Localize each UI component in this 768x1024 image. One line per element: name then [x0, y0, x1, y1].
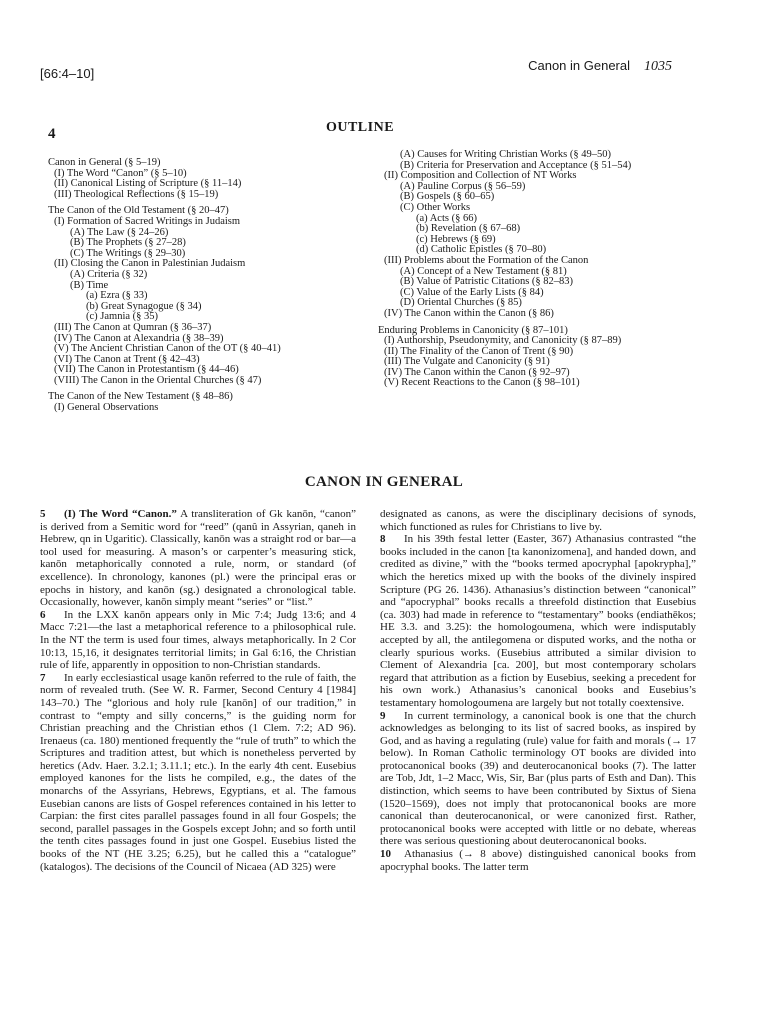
outline-entry: Canon in General (§ 5–19): [48, 157, 161, 168]
outline-entry: The Canon of the New Testament (§ 48–86): [48, 391, 233, 403]
running-header-reference: [66:4–10]: [40, 66, 95, 81]
outline-entry: (B) Time: [70, 279, 109, 291]
outline-entry: (A) Criteria (§ 32): [70, 268, 148, 280]
paragraph-number: 6: [40, 608, 46, 621]
paragraph-text: In current terminology, a canonical book is one that the church acknowledges as belonging to its list of sacred books, as inspired by God, and as having a regulating (rule) value for faith and morals (→ 17 below). In Roman Catholic terminology OT books are divided into protocanonical books (39) and deuterocanonical books (7). The latter are Tob, Jdt, 1–2 Macc, Wis, Sir, Bar (plus parts of Esth and Dan). This distinction, which seems to have been contributed by Sixtus of Siena (1520–1569), does not imply that protocanonical books are more canonical than deuterocanonical, or were canonized first. Rather, protocanonical books were accepted with little or no debate, whereas there was serious questioning about deuterocanonical books.: [380, 709, 696, 848]
outline-entry: (V) Recent Reactions to the Canon (§ 98–101): [384, 377, 580, 389]
paragraph-number: 9: [380, 709, 386, 722]
paragraph-number: 5: [40, 508, 46, 520]
paragraph-number: 10: [380, 848, 391, 861]
paragraph: [40, 508, 356, 609]
section-number: 4: [48, 126, 56, 142]
body-left-column: [40, 508, 356, 873]
outline-entry: (a) Ezra (§ 33): [86, 290, 148, 302]
outline-entry: (D) Oriental Churches (§ 85): [400, 297, 522, 309]
outline-entry: (IV) The Canon within the Canon (§ 86): [384, 307, 554, 319]
paragraph-text: A transliteration of Gk kanōn, “canon” is derived from a Semitic word for “reed” (qanû in Assyrian, qaneh in Hebrew, qn in Ugaritic). Classically, kanōn was a straight rod or bar—a tool used for measuring. A mason’s or carpenter’s measuring stick, kanōn metaphorically connoted a rule, norm, or standard (of excellence). In chronology, kanones (pl.) were the principal eras or epochs in history, and kanōn (sg.) designated a chronological table. Occasionally, however, kanōn simply meant “series” or “list.”: [40, 508, 357, 609]
outline-entry: (I) Authorship, Pseudonymity, and Canonicity (§ 87–89): [384, 335, 622, 347]
outline-entry: (I) The Word “Canon” (§ 5–10): [54, 167, 187, 179]
outline-entry: (A) Pauline Corpus (§ 56–59): [400, 180, 526, 192]
outline-entry: (a) Acts (§ 66): [416, 212, 477, 224]
paragraph-title: (I) The Word “Canon.”: [64, 508, 177, 520]
outline-entry: (d) Catholic Epistles (§ 70–80): [416, 244, 547, 256]
outline-entry: (A) The Law (§ 24–26): [70, 226, 169, 238]
outline-entry: (II) Closing the Canon in Palestinian Judaism: [54, 258, 246, 270]
running-header-title: Canon in General: [528, 58, 630, 73]
outline-left-column: [48, 158, 378, 414]
outline-entry: (B) Value of Patristic Citations (§ 82–83): [400, 276, 574, 288]
paragraph-text: In early ecclesiastical usage kanōn referred to the rule of faith, the norm of revealed truth. (See W. R. Farmer, Second Century 4 [1984] 143–70.) The “glorious and holy rule [kanōn] of our tradition,” in contrast to “empty and silly concerns,” is the guiding norm for Christian preaching and the Christian ethos (1 Clem. 7:2; AD 96). Irenaeus (ca. 180) mentioned frequently the “rule of truth” to which the Scriptures and tradition attest, but which is nonetheless perverted by heretics (Adv. Haer. 3.2.1; 3.11.1; etc.). In the early 4th cent. Eusebius employed kanones for the lists he compiled, e.g., the dates of the monarchs of the Assyrians, Hebrews, Egyptians, et al. The famous Eusebian canons are lists of Gospel references contained in his letter to Carpian: the first cites parallel passages found in all four Gospels; the second, parallel passages in the Gospels except John; and so forth until the tenth cites passages found in just one Gospel. Eusebius listed the books of the NT (HE 3.25; 6.25), but he called this a “catalogue” (katalogos). The decisions of the Council of Nicaea (AD 325) were: [40, 671, 356, 873]
outline-entry: (VII) The Canon in Protestantism (§ 44–46): [54, 364, 239, 376]
outline-entry: (III) The Canon at Qumran (§ 36–37): [54, 321, 212, 333]
outline-entry: (B) Criteria for Preservation and Acceptance (§ 51–54): [400, 159, 632, 171]
outline-entry: (b) Great Synagogue (§ 34): [86, 300, 202, 312]
paragraph: [380, 848, 696, 873]
paragraph-text: In his 39th festal letter (Easter, 367) Athanasius contrasted “the books included in the canon [ta kanonizomena], and handed down, and credited as divine,” with the “books termed apocryphal [apokrypha],” which the heretics mixed up with the books of the divinely inspired Scripture (PG 26. 1436). Athanasius’s distinction between “canonical” and “apocryphal” books recalls a threefold distinction that Eusebius (ca. 303) had made in reference to “testamentary” books (endiathēkos; HE 3.3. and 3.25): the homologoumena, which were indisputably accepted by all, the antilegomena or disputed works, and the notha or clearly spurious works. (Eusebius attributed a similar division to Clement of Alexandria [ca. 200], but most contemporary scholars regard that attribution as a fiction by Eusebius, seeking a precedent for his own work.) Athanasius’s canonical books and Eusebius’s testamentary homologoumena are largely but not totally coextensive.: [380, 533, 696, 709]
outline-entry: (C) Value of the Early Lists (§ 84): [400, 286, 544, 298]
outline-entry: (c) Hebrews (§ 69): [416, 233, 496, 245]
outline-entry: (B) The Prophets (§ 27–28): [70, 237, 186, 249]
outline-entry: (III) Problems about the Formation of the Canon: [384, 254, 589, 266]
outline-right-column: [378, 150, 708, 389]
outline-entry: (III) The Vulgate and Canonicity (§ 91): [384, 356, 550, 368]
outline-entry: (II) Composition and Collection of NT Works: [384, 170, 577, 182]
paragraph: [40, 672, 356, 874]
outline-entry: (VI) The Canon at Trent (§ 42–43): [54, 353, 200, 365]
outline-entry: (IV) The Canon at Alexandria (§ 38–39): [54, 332, 224, 344]
paragraph-text: Athanasius (→ 8 above) distinguished canonical books from apocryphal books. The latter term: [380, 848, 696, 873]
paragraph: [380, 508, 696, 533]
paragraph-number: 7: [40, 671, 46, 684]
running-header: [528, 58, 672, 75]
outline-entry: The Canon of the Old Testament (§ 20–47): [48, 205, 229, 217]
page-number: 1035: [644, 59, 672, 74]
paragraph: [380, 710, 696, 849]
paragraph-text: designated as canons, as were the disciplinary decisions of synods, which functioned as rules for Christians to live by.: [380, 508, 696, 533]
outline-entry: (c) Jamnia (§ 35): [86, 311, 159, 323]
outline-entry: (IV) The Canon within the Canon (§ 92–97): [384, 366, 570, 378]
outline-entry: Enduring Problems in Canonicity (§ 87–101): [378, 324, 568, 336]
outline-entry: (A) Causes for Writing Christian Works (§ 49–50): [400, 149, 611, 160]
section-title: CANON IN GENERAL: [304, 474, 464, 490]
outline-entry: (b) Revelation (§ 67–68): [416, 223, 521, 235]
paragraph: [40, 609, 356, 672]
outline-entry: (III) Theological Reflections (§ 15–19): [54, 188, 219, 200]
outline-entry: (C) The Writings (§ 29–30): [70, 247, 186, 259]
paragraph-number: 8: [380, 533, 386, 546]
outline-entry: (II) The Finality of the Canon of Trent (§ 90): [384, 345, 574, 357]
outline-entry: (A) Concept of a New Testament (§ 81): [400, 265, 567, 277]
outline-entry: (VIII) The Canon in the Oriental Churches (§ 47): [54, 374, 262, 386]
paragraph-text: In the LXX kanōn appears only in Mic 7:4; Judg 13:6; and 4 Macc 7:21—the last a metaphorical reference to a philosophical rule. In the NT the term is used four times, always metaphorically. In 2 Cor 10:13, 15,16, it designates territorial limits; in Gal 6:16, the Christian rule of life, apparently in opposition to non-Christian standards.: [40, 608, 356, 672]
outline-entry: (B) Gospels (§ 60–65): [400, 191, 495, 203]
outline-entry: (I) Formation of Sacred Writings in Judaism: [54, 215, 241, 227]
body-right-column: [380, 508, 696, 873]
paragraph: [380, 533, 696, 709]
outline-entry: (C) Other Works: [400, 201, 471, 213]
outline-entry: (I) General Observations: [54, 402, 159, 414]
outline-title: OUTLINE: [325, 120, 395, 135]
outline-entry: (II) Canonical Listing of Scripture (§ 11–14): [54, 178, 242, 190]
outline-entry: (V) The Ancient Christian Canon of the OT (§ 40–41): [54, 343, 281, 355]
